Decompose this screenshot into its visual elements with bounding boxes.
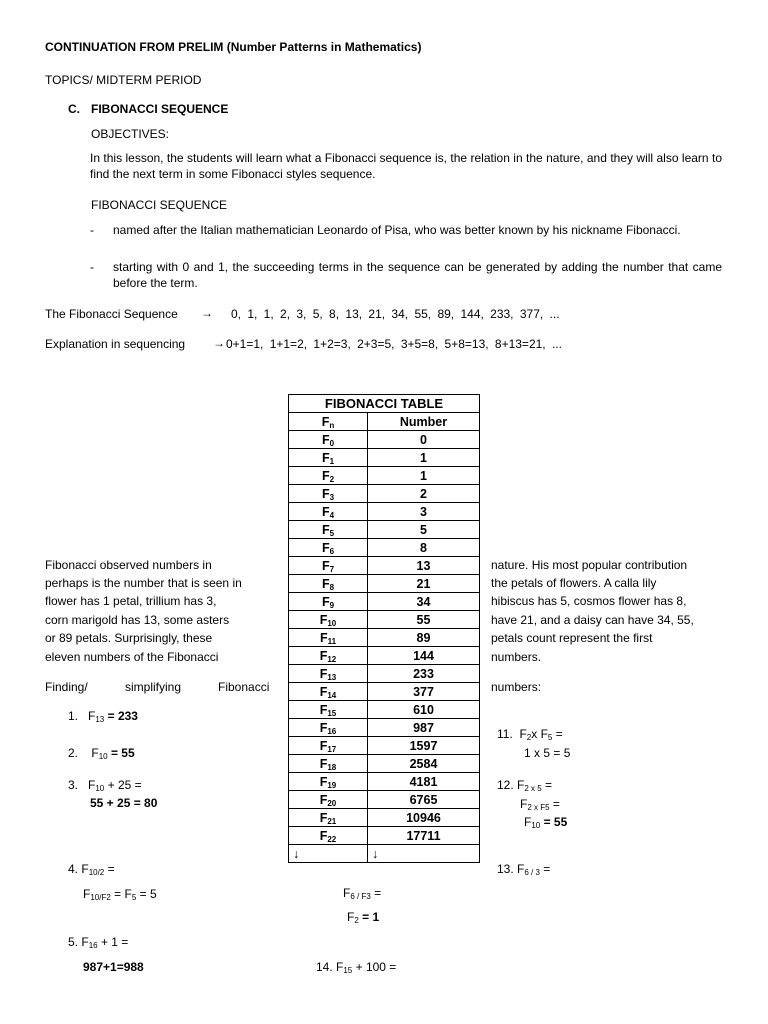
table-row	[289, 809, 480, 827]
problem-11-answer: 1 x 5 = 5	[524, 746, 571, 760]
table-row	[289, 629, 480, 647]
nature-text-right: the petals of flowers. A calla lily	[491, 576, 657, 590]
nature-text-left: or 89 petals. Surprisingly, these	[45, 631, 213, 645]
fn-cell: $F_{22}$	[289, 827, 368, 845]
number-cell: 34	[368, 593, 480, 611]
fibonacci-subheading: FIBONACCI SEQUENCE	[91, 198, 228, 212]
column-header-fn: $F_n$	[289, 413, 368, 431]
fn-cell: $F_{19}$	[289, 773, 368, 791]
table-row	[289, 467, 480, 485]
number-cell: 987	[368, 719, 480, 737]
topics-heading: TOPICS/ MIDTERM PERIOD	[45, 73, 202, 87]
bullet-item: starting with 0 and 1, the succeeding terms in the sequence can be generated by adding the number that came before the term.	[113, 260, 722, 290]
fn-cell: $F_{12}$	[289, 647, 368, 665]
number-cell: 4181	[368, 773, 480, 791]
fn-cell: $F_{11}$	[289, 629, 368, 647]
fn-cell: $F_{13}$	[289, 665, 368, 683]
table-row	[289, 431, 480, 449]
fn-cell: $F_{14}$	[289, 683, 368, 701]
finding-word: Fibonacci	[218, 680, 270, 694]
fn-cell: $F_8$	[289, 575, 368, 593]
table-row	[289, 665, 480, 683]
fn-cell: $F_1$	[289, 449, 368, 467]
number-cell: 0	[368, 431, 480, 449]
table-row	[289, 539, 480, 557]
problem-3-answer: 55 + 25 = 80	[90, 796, 158, 810]
number-cell: 144	[368, 647, 480, 665]
number-cell: 17711	[368, 827, 480, 845]
problem-13: 13. $F_{6 / 3}$ =	[497, 862, 551, 877]
number-cell: 55	[368, 611, 480, 629]
problem-13-answer: $F_2 = 1$	[347, 910, 380, 925]
table-row	[289, 719, 480, 737]
explanation-label: Explanation in sequencing	[45, 337, 186, 351]
problem-12: 12. $F_{2 x 5}$ =	[497, 778, 553, 793]
number-cell: 5	[368, 521, 480, 539]
number-cell: 377	[368, 683, 480, 701]
section-label: C.	[68, 102, 80, 116]
problem-3: 3. $F_{10} + 25$ =	[68, 778, 142, 793]
right-arrow-icon: →	[213, 336, 225, 350]
nature-text-left: eleven numbers of the Fibonacci	[45, 650, 219, 664]
nature-text-right: nature. His most popular contribution	[491, 558, 688, 572]
problem-4-answer: $F_{10/F2} = F_5 = 5$	[83, 887, 157, 902]
number-cell: 2	[368, 485, 480, 503]
fn-cell: $F_0$	[289, 431, 368, 449]
number-cell: 3	[368, 503, 480, 521]
table-row	[289, 773, 480, 791]
finding-word: simplifying	[125, 680, 182, 694]
nature-text-right: numbers.	[491, 650, 542, 664]
fn-cell: $F_6$	[289, 539, 368, 557]
number-cell: 1	[368, 449, 480, 467]
table-row	[289, 737, 480, 755]
bullet-item: named after the Italian mathematician Leonardo of Pisa, who was better known by his nickname Fibonacci.	[113, 223, 681, 237]
fn-cell: $F_4$	[289, 503, 368, 521]
problem-14: 14. $F_{15} + 100$ =	[316, 960, 397, 975]
table-row	[289, 701, 480, 719]
table-row	[289, 485, 480, 503]
bullet-marker: -	[90, 223, 94, 237]
fn-cell: $F_9$	[289, 593, 368, 611]
fn-cell: $F_{17}$	[289, 737, 368, 755]
finding-word: Finding/	[45, 680, 88, 694]
problem-11: 11. $F_2x$ $F_5$ =	[497, 727, 563, 742]
problem-5: 5. $F_{16} + 1$ =	[68, 935, 129, 950]
down-arrow-icon: ↓	[289, 845, 368, 863]
down-arrow-icon: ↓	[368, 845, 480, 863]
nature-text-left: corn marigold has 13, some asters	[45, 613, 230, 627]
nature-text-right: hibiscus has 5, cosmos flower has 8,	[491, 594, 687, 608]
table-row	[289, 827, 480, 845]
number-cell: 89	[368, 629, 480, 647]
number-cell: 10946	[368, 809, 480, 827]
objectives-heading: OBJECTIVES:	[91, 127, 170, 141]
table-row	[289, 449, 480, 467]
number-cell: 6765	[368, 791, 480, 809]
number-cell: 610	[368, 701, 480, 719]
number-cell: 1597	[368, 737, 480, 755]
table-row	[289, 503, 480, 521]
table-row	[289, 791, 480, 809]
number-cell: 8	[368, 539, 480, 557]
fn-cell: $F_{15}$	[289, 701, 368, 719]
fn-cell: $F_{16}$	[289, 719, 368, 737]
nature-text-right: have 21, and a daisy can have 34, 55,	[491, 613, 694, 627]
section-title: FIBONACCI SEQUENCE	[91, 102, 229, 116]
problem-4: 4. $F_{10/2}$ =	[68, 862, 115, 877]
fn-cell: $F_{21}$	[289, 809, 368, 827]
column-header-number: Number	[368, 413, 480, 431]
sequence-value: 0, 1, 1, 2, 3, 5, 8, 13, 21, 34, 55, 89, 144, 233, 377, ...	[231, 307, 560, 321]
nature-text-left: perhaps is the number that is seen in	[45, 576, 242, 590]
problem-5-answer: 987+1=988	[83, 960, 144, 974]
number-cell: 2584	[368, 755, 480, 773]
table-row	[289, 611, 480, 629]
number-cell: 21	[368, 575, 480, 593]
table-body	[289, 431, 480, 845]
objectives-text: In this lesson, the students will learn what a Fibonacci sequence is, the relation in the nature, and they will also learn to find the next term in some Fibonacci styles sequence.	[90, 151, 722, 181]
table-row	[289, 557, 480, 575]
nature-text-right: petals count represent the first	[491, 631, 653, 645]
fn-cell: $F_{18}$	[289, 755, 368, 773]
fn-cell: $F_7$	[289, 557, 368, 575]
table-row	[289, 683, 480, 701]
problem-1: 1. $F_{13} = 233$	[68, 709, 138, 724]
table-row	[289, 575, 480, 593]
nature-text-left: Fibonacci observed numbers in	[45, 558, 212, 572]
problem-13-work: $F_{6 / F3}$ =	[343, 886, 382, 901]
explanation-value: 0+1=1, 1+1=2, 1+2=3, 2+3=5, 3+5=8, 5+8=13, 8+13=21, ...	[226, 337, 562, 351]
number-cell: 13	[368, 557, 480, 575]
table-row	[289, 521, 480, 539]
nature-text-left: flower has 1 petal, trillium has 3,	[45, 594, 217, 608]
bullet-marker: -	[90, 260, 94, 274]
table-row	[289, 755, 480, 773]
problem-12-answer: $F_{10} = 55$	[524, 815, 568, 830]
fn-cell: $F_3$	[289, 485, 368, 503]
sequence-label: The Fibonacci Sequence	[45, 307, 178, 321]
table-row	[289, 647, 480, 665]
fn-cell: $F_5$	[289, 521, 368, 539]
fn-cell: $F_{10}$	[289, 611, 368, 629]
table-title: FIBONACCI TABLE	[289, 395, 480, 413]
number-cell: 1	[368, 467, 480, 485]
problem-12-work: $F_{2 x F5}$ =	[520, 797, 560, 812]
fibonacci-table	[288, 394, 480, 863]
table-row	[289, 593, 480, 611]
number-cell: 233	[368, 665, 480, 683]
problem-2: 2. $F_{10} = 55$	[68, 746, 135, 761]
fn-cell: $F_2$	[289, 467, 368, 485]
document-title: CONTINUATION FROM PRELIM (Number Patterns in Mathematics)	[45, 40, 422, 54]
fn-cell: $F_{20}$	[289, 791, 368, 809]
finding-word: numbers:	[491, 680, 542, 694]
right-arrow-icon: →	[201, 306, 213, 320]
